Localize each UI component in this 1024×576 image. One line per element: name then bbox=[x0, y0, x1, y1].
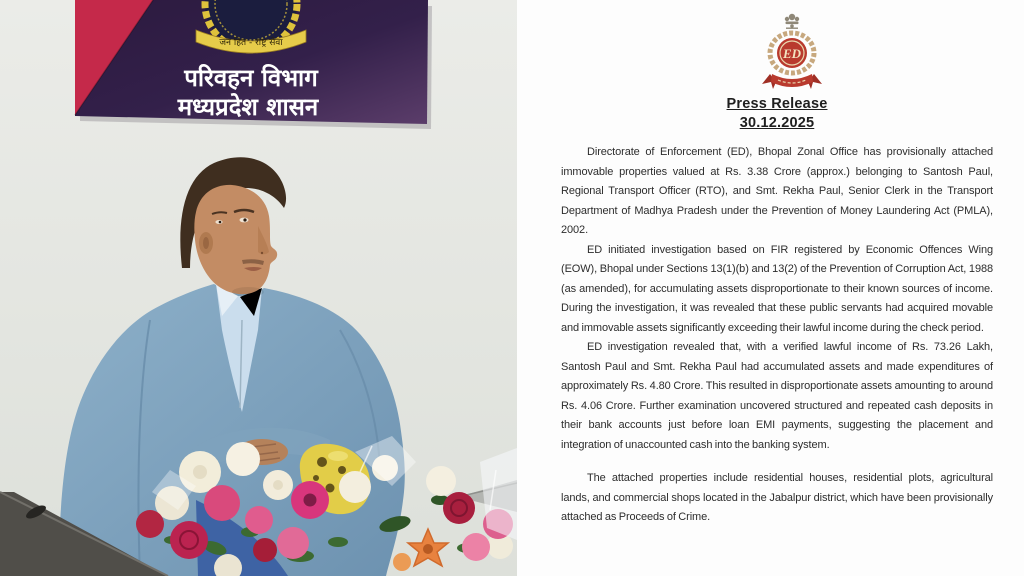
sign-dept-line2: मध्यप्रदेश शासन bbox=[177, 93, 319, 121]
press-paragraph-3: ED investigation revealed that, with a verified lawful income of Rs. 73.26 Lakh, Santosh Paul and Smt. Rekha Paul had accumulated assets and made expenditures of approximately Rs. 4.80 Crore. This resulted in disproportionate assets amounting to around Rs. 4.06 Crore. Further examination uncovered structured and repeated cash deposits in their bank accounts just before loan EMI payments, suggesting the placement and integration of unaccounted cash into the banking system. bbox=[561, 341, 993, 451]
transport-dept-signboard bbox=[75, 0, 432, 129]
ed-monogram: ED bbox=[782, 46, 802, 61]
press-release-date: 30.12.2025 bbox=[739, 115, 815, 131]
press-paragraph-2: ED initiated investigation based on FIR registered by Economic Offences Wing (EOW), Bhopal under Sections 13(1)(b) and 13(2) of the Prevention of Corruption Act, 1988 (as amended), for accumulating assets disproportionate to their known sources of income. During the investigation, it was revealed that these public servants had acquired movable and immovable assets significantly exceeding their lawful income during the check period. bbox=[561, 243, 993, 334]
mp-transport-emblem-icon bbox=[196, 0, 306, 53]
press-release-body bbox=[561, 143, 993, 528]
ribbon-banner bbox=[762, 74, 822, 89]
sign-dept-line1: परिवहन विभाग bbox=[184, 64, 318, 92]
press-paragraph-1: Directorate of Enforcement (ED), Bhopal Zonal Office has provisionally attached immovable properties valued at Rs. 3.38 Crore (approx.) belonging to Santosh Paul, Regional Transport Officer (RTO), and Smt. Rekha Paul, Senior Clerk in the Transport Department of Madhya Pradesh under the Prevention of Money Laundering Act (PMLA), 2002. bbox=[561, 146, 993, 236]
emblem-motto-text: जन हित - राष्ट्र सेवा bbox=[219, 38, 283, 48]
ashoka-emblem-icon bbox=[785, 14, 799, 29]
press-release-document bbox=[517, 0, 1024, 576]
press-release-title: Press Release bbox=[726, 96, 828, 112]
ed-logo-icon bbox=[760, 12, 824, 90]
press-paragraph-4: The attached properties include residential houses, residential plots, agricultural lands, and commercial shops located in the Jabalpur district, which have been provisionally attached as Proceeds of Crime. bbox=[561, 472, 993, 523]
